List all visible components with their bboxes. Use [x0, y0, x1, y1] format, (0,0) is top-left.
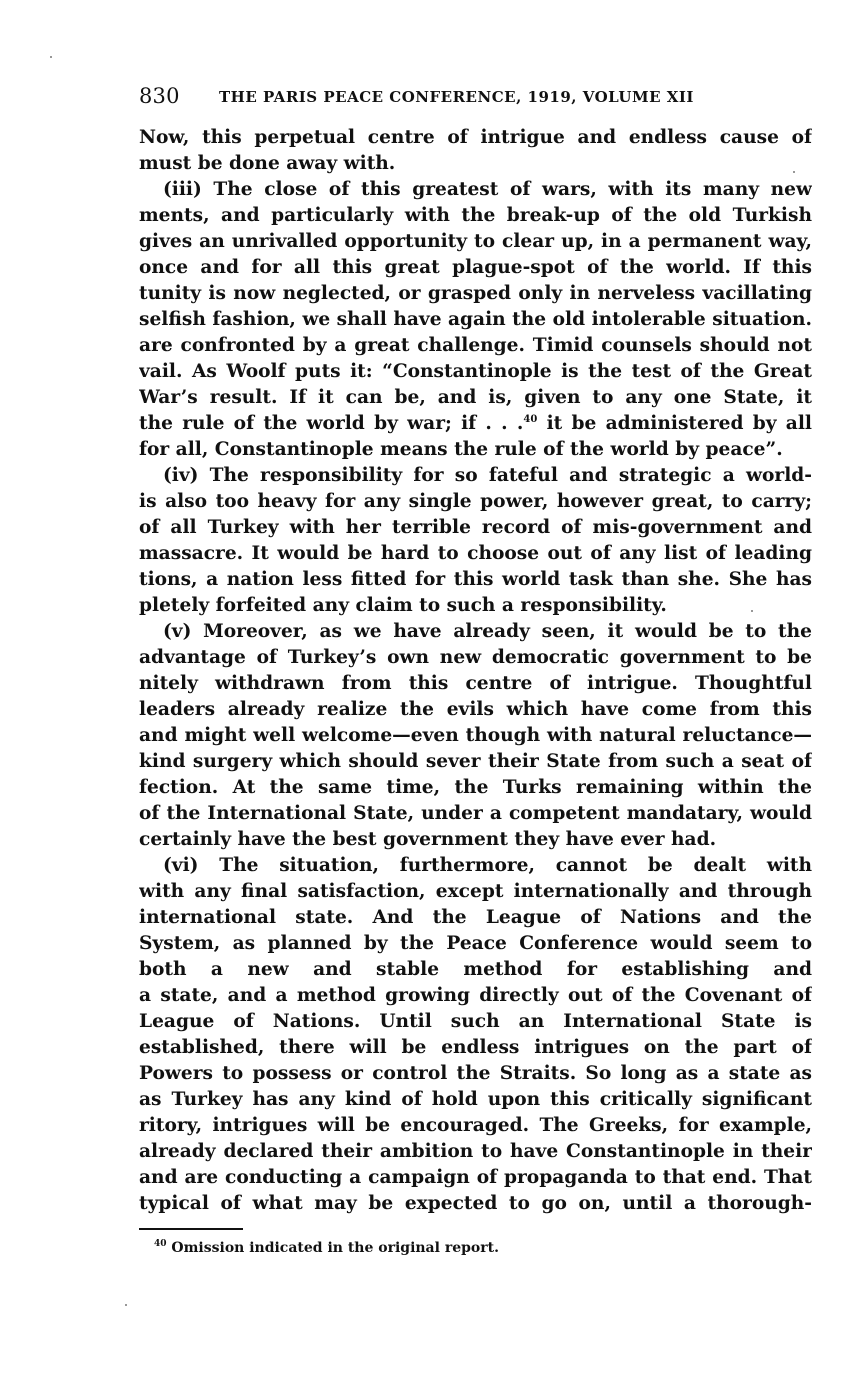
text-line: typical of what may be expected to go on, until a thorough-	[139, 1193, 812, 1214]
text-line: ritory, intrigues will be encouraged. The Greeks, for example,	[139, 1115, 812, 1136]
footnote-reference: 40	[523, 414, 538, 425]
text-line: international state. And the League of Nations and the	[139, 907, 812, 928]
text-line: massacre. It would be hard to choose out of any list of leading	[139, 543, 812, 564]
text-line: War’s result. If it can be, and is, given to any one State, it	[139, 387, 812, 408]
text-line: fection. At the same time, the Turks remaining within the	[139, 777, 812, 798]
paragraph-v-line: (v) Moreover, as we have already seen, it would be to the	[163, 621, 812, 642]
text-line: certainly have the best government they have ever had.	[139, 829, 717, 850]
text-line: pletely forfeited any claim to such a responsibility.	[139, 595, 667, 616]
text-line: are confronted by a great challenge. Timid counsels should not	[139, 335, 812, 356]
page-number: 830	[139, 84, 180, 108]
text-line-with-footnote-ref	[139, 411, 812, 437]
text-line: System, as planned by the Peace Conference would seem to	[139, 933, 812, 954]
paragraph-iv-line: (iv) The responsibility for so fateful and strategic a world-	[163, 465, 812, 486]
text-line: Powers to possess or control the Straits. So long as a state as	[139, 1063, 812, 1084]
text-line: of the International State, under a competent mandatary, would	[139, 803, 812, 824]
scan-speck	[50, 56, 52, 58]
text-fragment: the rule of the world by war; if . . .	[139, 413, 524, 434]
text-line: gives an unrivalled opportunity to clear up, in a permanent way,	[139, 231, 812, 252]
text-line: already declared their ambition to have Constantinople in their	[139, 1141, 812, 1162]
footnote-text: Omission indicated in the original report.	[171, 1240, 499, 1256]
text-line: selfish fashion, we shall have again the old intolerable situation.	[139, 309, 812, 330]
scan-speck	[125, 1304, 127, 1306]
text-line: as Turkey has any kind of hold upon this critically significant	[139, 1089, 812, 1110]
running-head: THE PARIS PEACE CONFERENCE, 1919, VOLUME XII	[219, 88, 694, 106]
text-line: nitely withdrawn from this centre of intrigue. Thoughtful	[139, 673, 812, 694]
text-line: and might well welcome—even though with natural reluctance—	[139, 725, 812, 746]
page-header	[139, 84, 819, 110]
text-line: Now, this perpetual centre of intrigue and endless cause of	[139, 127, 812, 148]
scan-speck	[751, 610, 753, 612]
text-line: for all, Constantinople means the rule of the world by peace”.	[139, 439, 783, 460]
text-line: advantage of Turkey’s own new democratic government to be	[139, 647, 812, 668]
text-line: must be done away with.	[139, 153, 396, 174]
body-text	[139, 125, 812, 1217]
text-line: once and for all this great plague-spot of the world. If this	[139, 257, 812, 278]
text-line: a state, and a method growing directly out of the Covenant of	[139, 985, 812, 1006]
footnote	[154, 1238, 499, 1258]
text-line: tions, a nation less fitted for this world task than she. She has	[139, 569, 812, 590]
scan-speck	[793, 171, 795, 173]
text-line: is also too heavy for any single power, however great, to carry;	[139, 491, 812, 512]
text-line: leaders already realize the evils which have come from this	[139, 699, 812, 720]
paragraph-iii-line: (iii) The close of this greatest of wars, with its many new	[163, 179, 812, 200]
text-line: of all Turkey with her terrible record of mis-government and	[139, 517, 812, 538]
text-line: established, there will be endless intrigues on the part of	[139, 1037, 812, 1058]
text-line: kind surgery which should sever their State from such a seat of	[139, 751, 812, 772]
footnote-divider	[139, 1228, 243, 1230]
text-line: and are conducting a campaign of propaganda to that end. That	[139, 1167, 812, 1188]
paragraph-vi-line: (vi) The situation, furthermore, cannot be dealt with	[163, 855, 812, 876]
text-line: vail. As Woolf puts it: “Constantinople is the test of the Great	[139, 361, 812, 382]
text-line: ments, and particularly with the break-up of the old Turkish	[139, 205, 812, 226]
footnote-marker: 40	[154, 1239, 167, 1249]
text-line: League of Nations. Until such an International State is	[139, 1011, 812, 1032]
text-line: tunity is now neglected, or grasped only in nerveless vacillating	[139, 283, 812, 304]
text-line: both a new and stable method for establishing and	[139, 959, 812, 980]
text-fragment: it be administered by all	[546, 413, 812, 434]
text-line: with any final satisfaction, except internationally and through	[139, 881, 812, 902]
